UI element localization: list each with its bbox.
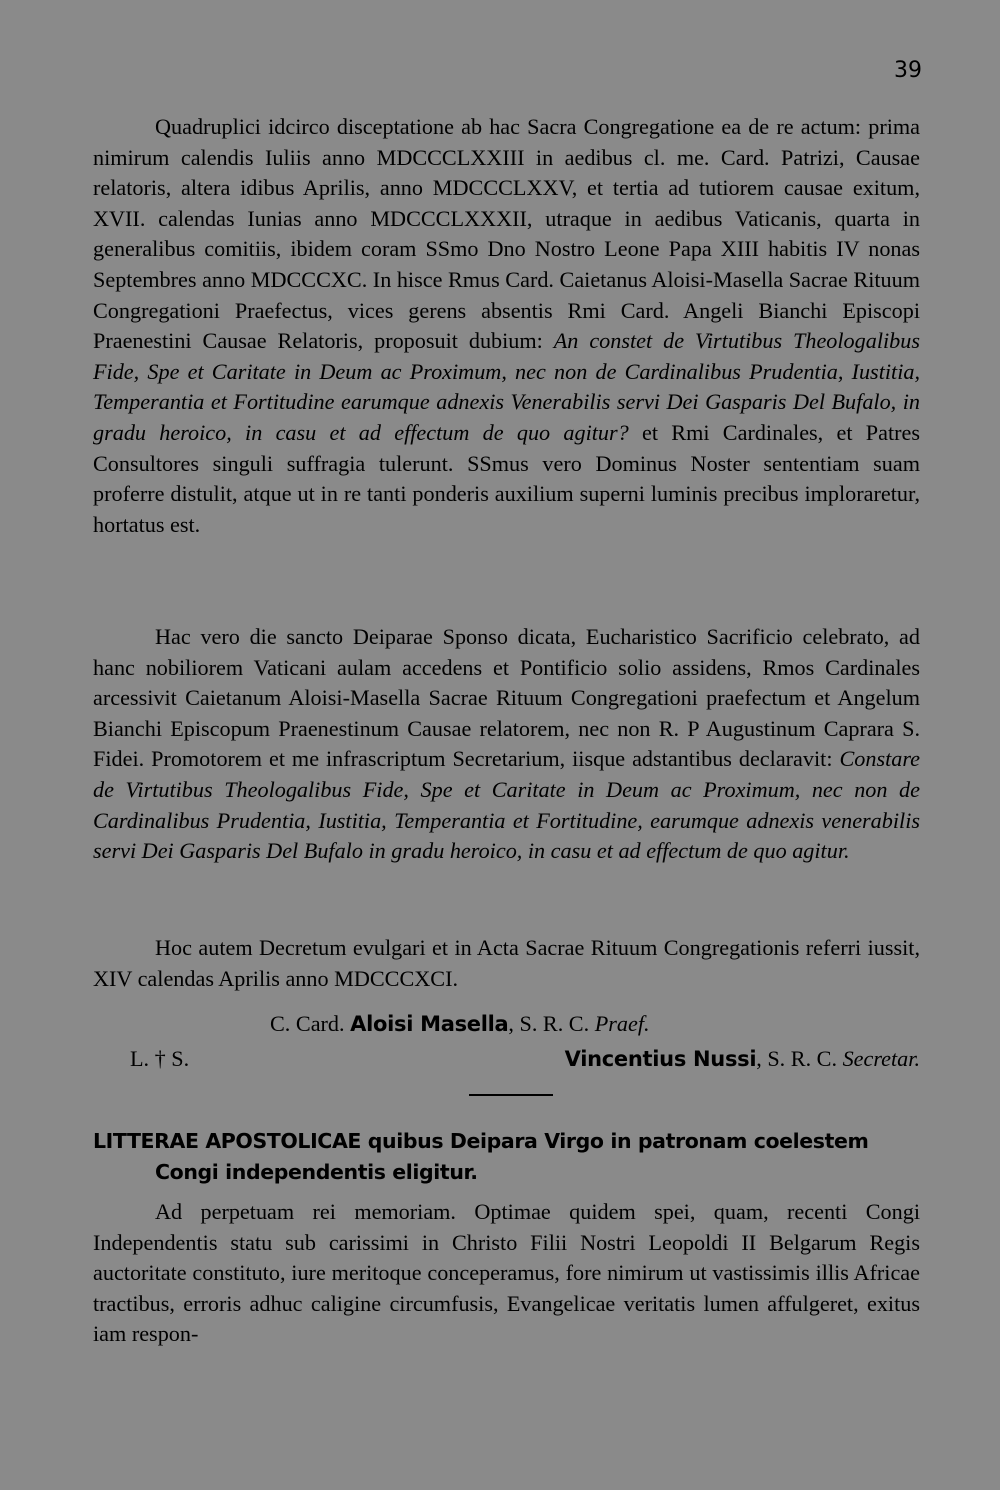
paragraph-text: [93, 112, 920, 540]
signature-title: Praef.: [594, 1011, 650, 1036]
signature-secretary: [565, 1046, 920, 1072]
declaration-italic-text: Constare de Virtutibus Theologalibus Fide, Spe et Caritate in Deum ac Proximum, nec non de Cardinalibus Prudentia, Iustitia, Temperantia et Fortitudine, earumque adnexis venerabilis servi Dei Gasparis Del Bufalo in gradu heroico, in casu et ad effectum de quo agitur.: [93, 746, 920, 864]
paragraph-text: Hoc autem Decretum evulgari et in Acta Sacrae Rituum Congregationis referri iussit, XIV calendas Aprilis anno MDCCCXCI.: [93, 935, 920, 991]
paragraph-declaration: [93, 622, 920, 867]
signature-title: Secretar.: [842, 1046, 920, 1071]
paragraph-decree-discussion: [93, 112, 920, 540]
signature-office: , S. R. C.: [508, 1011, 595, 1036]
dubium-italic-text: An constet de Virtutibus Theologalibus Fide, Spe et Caritate in Deum ac Proximum, nec non de Cardinalibus Prudentia, Iustitia, Temperantia et Fortitudine earumque adnexis Venerabilis servi Dei Gasparis Del Bufalo, in gradu heroico, in casu et ad effectum de quo agitur?: [93, 328, 920, 445]
paragraph-litterae: [93, 1197, 920, 1350]
signature-prefix: C. Card.: [270, 1011, 351, 1036]
paragraph-tail-text: et Rmi Cardinales, et Patres Consultores singuli suffragia tulerunt. SSmus vero Dominus Noster sententiam suam proferre distulit, atque ut in re tanti ponderis auxilium superni luminis precibus imploraretur, hortatus est.: [93, 419, 920, 537]
signature-name: Aloisi Masella: [350, 1012, 509, 1036]
page-number: 39: [894, 58, 922, 83]
paragraph-text: Ad perpetuam rei memoriam. Optimae quidem spei, quam, recenti Congi Independentis statu sub carissimi in Christo Filii Nostri Leopoldi II Belgarum Regis auctoritate constituto, iure meritoque conceperamus, fore nimirum ut vastissimis illis Africae tractibus, erroris adhuc caligine circumfusis, Evangelicae veritatis lumen affulgeret, exitus iam respon-: [93, 1199, 920, 1347]
paragraph-text: [93, 622, 920, 867]
signature-office: , S. R. C.: [756, 1046, 843, 1071]
section-divider: [469, 1094, 553, 1096]
seal-mark: L. † S.: [130, 1046, 190, 1071]
heading-line-1: LITTERAE APOSTOLICAE quibus Deipara Virgo in patronam coelestem: [93, 1129, 869, 1153]
signature-name: Vincentius Nussi: [564, 1047, 757, 1071]
heading-line-2: Congi independentis eligitur.: [155, 1160, 478, 1184]
paragraph-lead-text: Quadruplici idcirco disceptatione ab hac Sacra Congregatione ea de re actum: prima nimirum calendis Iuliis anno MDCCCLXXIII in aedibus cl. me. Card. Patrizi, Causae relatoris, altera idibus Aprilis, anno MDCCCLXXV, et tertia ad tutiorem causae exitum, XVII. calendas Iunias anno MDCCCLXXXII, utraque in aedibus Vaticanis, quarta in generalibus comitiis, ibidem coram SSmo Dno Nostro Leone Papa XIII habitis IV nonas Septembres anno MDCCCXC. In hisce Rmus Card. Caietanus Aloisi-Masella Sacrae Rituum Congregationi Praefectus, vices gerens absentis Rmi Card. Angeli Bianchi Episcopi Praenestini Causae Relatoris, proposuit dubium:: [93, 114, 920, 354]
paragraph-lead-text: Hac vero die sancto Deiparae Sponso dicata, Eucharistico Sacrificio celebrato, ad hanc nobiliorem Vaticani aulam accedens et Pontificio solio assidens, Rmos Cardinales arcessivit Caietanum Aloisi-Masella Sacrae Rituum Congregationi praefectum et Angelum Bianchi Episcopum Praenestinum Causae relatorem, nec non R. P Augustinum Caprara S. Fidei. Promotorem et me infrascriptum Secretarium, iisque adstantibus declaravit:: [93, 624, 920, 772]
paragraph-publication: [93, 933, 920, 994]
section-heading: [93, 1126, 923, 1188]
signature-prefect: [270, 1011, 650, 1037]
